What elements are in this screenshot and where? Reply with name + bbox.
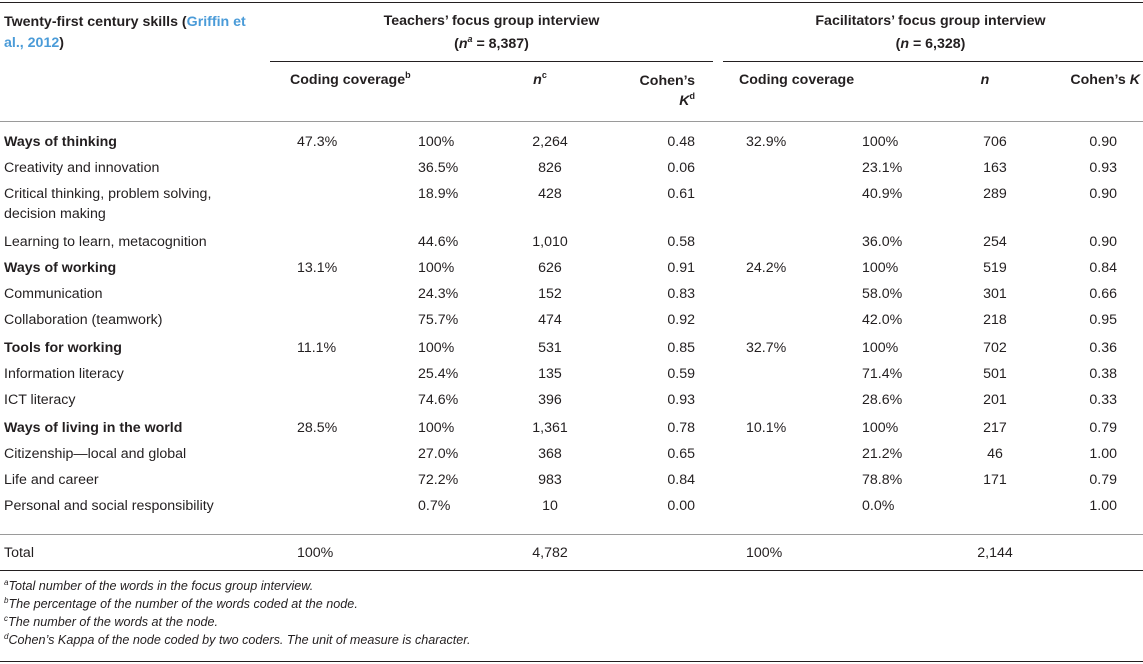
facilitators-subskill-pct: 21.2% [862, 446, 903, 462]
footnote-mark: a [4, 578, 9, 587]
teachers-subskill-pct: 44.6% [418, 234, 459, 250]
facilitators-n: 706 [983, 134, 1007, 150]
teachers-subskill-pct: 75.7% [418, 312, 459, 328]
teachers-cohens-k: 0.84 [667, 472, 695, 488]
facilitators-cohens-k: 0.84 [1089, 260, 1117, 276]
teachers-subskill-pct: 27.0% [418, 446, 459, 462]
table-row [0, 307, 1143, 333]
teachers-cohens-k: 0.78 [667, 420, 695, 436]
table-row [0, 281, 1143, 307]
teachers-category-pct: 28.5% [297, 420, 338, 436]
teachers-subskill-pct: 0.7% [418, 498, 451, 514]
skill-label: Personal and social responsibility [4, 498, 214, 514]
facilitators-subskill-pct: 100% [862, 134, 899, 150]
facilitators-category-pct: 32.7% [746, 340, 787, 356]
facilitators-cohens-k: 1.00 [1089, 498, 1117, 514]
table-row [0, 441, 1143, 467]
teachers-cohens-k: 0.91 [667, 260, 695, 276]
facilitators-cohens-k: 0.36 [1089, 340, 1117, 356]
teachers-category-pct: 13.1% [297, 260, 338, 276]
skill-label: Collaboration (teamwork) [4, 312, 163, 328]
facilitators-subskill-pct: 28.6% [862, 392, 903, 408]
teachers-n: 531 [538, 340, 562, 356]
teachers-subskill-pct: 74.6% [418, 392, 459, 408]
teachers-cohens-k: 0.48 [667, 134, 695, 150]
facilitators-cohens-k: 1.00 [1089, 446, 1117, 462]
body-total-rule [0, 534, 1143, 535]
teachers-cohens-k: 0.83 [667, 286, 695, 302]
facilitators-subskill-pct: 78.8% [862, 472, 903, 488]
facilitators-n: 289 [983, 186, 1007, 202]
facilitators-cohens-k: 0.93 [1089, 160, 1117, 176]
teachers-n: 1,361 [532, 420, 568, 436]
teachers-cohens-k: 0.00 [667, 498, 695, 514]
facilitators-n: 501 [983, 366, 1007, 382]
facilitators-coding-coverage-header: Coding coverage [739, 72, 855, 88]
facilitators-n: 301 [983, 286, 1007, 302]
teachers-subskill-pct: 25.4% [418, 366, 459, 382]
facilitators-n: 217 [983, 420, 1007, 436]
footnote [4, 614, 218, 630]
footnote-bottom-rule [0, 661, 1143, 662]
teachers-group-title: Teachers’ focus group interview [383, 13, 600, 29]
table-row [0, 255, 1143, 281]
facilitators-cohens-k: 0.79 [1089, 420, 1117, 436]
facilitators-n: 702 [983, 340, 1007, 356]
teachers-subskill-pct: 18.9% [418, 186, 459, 202]
teachers-cohens-k: 0.92 [667, 312, 695, 328]
facilitators-n: 254 [983, 234, 1007, 250]
facilitators-cohens-k: 0.90 [1089, 186, 1117, 202]
table-row [0, 493, 1143, 519]
teachers-category-pct: 47.3% [297, 134, 338, 150]
facilitators-cohens-k: 0.79 [1089, 472, 1117, 488]
teachers-subskill-pct: 100% [418, 260, 455, 276]
facilitators-subskill-pct: 36.0% [862, 234, 903, 250]
teachers-cohens-k: 0.65 [667, 446, 695, 462]
footnote-text: Total number of the words in the focus group interview. [8, 579, 314, 593]
facilitators-n: 171 [983, 472, 1007, 488]
facilitators-cohens-header: Cohen’s K [1070, 72, 1140, 88]
footnote-text: Cohen’s Kappa of the node coded by two coders. The unit of measure is character. [8, 633, 471, 647]
teachers-cohens-header: Cohen’s $K^d$ [639, 73, 695, 109]
facilitators-cohens-k: 0.66 [1089, 286, 1117, 302]
teachers-n-total: $(n^a = 8,387)$ [454, 34, 529, 52]
teachers-cohens-k: 0.85 [667, 340, 695, 356]
skill-label: Citizenship—local and global [4, 446, 187, 462]
teachers-coding-coverage-header: Coding coverage$^b$ [290, 70, 411, 88]
table-row [0, 415, 1143, 441]
skill-label: Life and career [4, 472, 99, 488]
teachers-n: 135 [538, 366, 562, 382]
footnote [4, 596, 358, 612]
skill-label: Communication [4, 286, 103, 302]
table-row [0, 467, 1143, 493]
facilitators-cohens-k: 0.90 [1089, 134, 1117, 150]
skill-label: Critical thinking, problem solving, decision making [4, 186, 212, 222]
footnote-text: The percentage of the number of the words coded at the node. [8, 597, 358, 611]
teachers-cohens-k: 0.93 [667, 392, 695, 408]
facilitators-subskill-pct: 42.0% [862, 312, 903, 328]
top-rule [0, 2, 1143, 3]
teachers-n: 826 [538, 160, 562, 176]
total-teachers-n: 4,782 [532, 545, 568, 561]
teachers-cohens-k: 0.06 [667, 160, 695, 176]
footnote-mark: d [4, 632, 9, 641]
facilitators-subskill-pct: 100% [862, 260, 899, 276]
footnote-text: The number of the words at the node. [8, 615, 219, 629]
skill-category-label: Tools for working [4, 340, 122, 356]
teachers-n: 428 [538, 186, 562, 202]
griffin-citation-link[interactable]: Griffin et al., 2012 [4, 14, 246, 51]
teachers-subskill-pct: 100% [418, 420, 455, 436]
facilitators-subheader-rule [723, 61, 1143, 62]
total-label: Total [4, 545, 34, 561]
facilitators-cohens-k: 0.95 [1089, 312, 1117, 328]
table-row [0, 335, 1143, 361]
table-row [0, 361, 1143, 387]
facilitators-cohens-k: 0.90 [1089, 234, 1117, 250]
teachers-n: 474 [538, 312, 562, 328]
teachers-n: 396 [538, 392, 562, 408]
total-teachers-pct: 100% [297, 545, 334, 561]
footnote [4, 578, 313, 594]
teachers-subskill-pct: 24.3% [418, 286, 459, 302]
facilitators-n: 201 [983, 392, 1007, 408]
table-row [0, 387, 1143, 413]
skill-label: Learning to learn, metacognition [4, 234, 207, 250]
teachers-n: 152 [538, 286, 562, 302]
table-row [0, 155, 1143, 181]
teachers-cohens-k: 0.58 [667, 234, 695, 250]
facilitators-subskill-pct: 0.0% [862, 498, 895, 514]
teachers-subskill-pct: 36.5% [418, 160, 459, 176]
teachers-n-header: $n^c$ [533, 70, 547, 88]
teachers-n: 368 [538, 446, 562, 462]
facilitators-cohens-k: 0.38 [1089, 366, 1117, 382]
skill-category-label: Ways of living in the world [4, 420, 183, 436]
total-row [0, 540, 1143, 566]
facilitators-subskill-pct: 40.9% [862, 186, 903, 202]
table-row [0, 229, 1143, 255]
facilitators-n: 519 [983, 260, 1007, 276]
skill-label: ICT literacy [4, 392, 76, 408]
skill-label: Creativity and innovation [4, 160, 160, 176]
footnote-mark: b [4, 596, 9, 605]
teachers-category-pct: 11.1% [297, 340, 337, 356]
facilitators-cohens-k: 0.33 [1089, 392, 1117, 408]
facilitators-n: 163 [983, 160, 1007, 176]
teachers-n: 983 [538, 472, 562, 488]
skill-label: Information literacy [4, 366, 124, 382]
teachers-subskill-pct: 100% [418, 134, 455, 150]
facilitators-n: 46 [987, 446, 1003, 462]
teachers-subskill-pct: 100% [418, 340, 455, 356]
facilitators-subskill-pct: 23.1% [862, 160, 903, 176]
teachers-cohens-k: 0.59 [667, 366, 695, 382]
teachers-n: 10 [542, 498, 558, 514]
table-row [0, 129, 1143, 155]
facilitators-subskill-pct: 100% [862, 340, 899, 356]
facilitators-subskill-pct: 71.4% [862, 366, 903, 382]
facilitators-n: 218 [983, 312, 1007, 328]
total-facilitators-pct: 100% [746, 545, 783, 561]
bottom-rule [0, 570, 1143, 571]
skill-category-label: Ways of working [4, 260, 117, 276]
footnote-mark: c [4, 614, 8, 623]
facilitators-group-title: Facilitators’ focus group interview [815, 13, 1046, 29]
facilitators-n-total: (n = 6,328) [895, 36, 966, 52]
header-body-rule [0, 121, 1143, 122]
total-facilitators-n: 2,144 [977, 545, 1013, 561]
teachers-cohens-k: 0.61 [667, 186, 695, 202]
facilitators-subskill-pct: 58.0% [862, 286, 903, 302]
footnote [4, 632, 471, 648]
facilitators-category-pct: 10.1% [746, 420, 787, 436]
teachers-n: 1,010 [532, 234, 568, 250]
skill-category-label: Ways of thinking [4, 134, 117, 150]
teachers-subheader-rule [270, 61, 713, 62]
teachers-n: 2,264 [532, 134, 568, 150]
facilitators-category-pct: 24.2% [746, 260, 787, 276]
facilitators-n-header: n [980, 72, 990, 88]
skills-column-header: Twenty-first century skills (Griffin et al., 2012) [4, 14, 246, 51]
table-row [0, 181, 1143, 227]
facilitators-subskill-pct: 100% [862, 420, 899, 436]
teachers-n: 626 [538, 260, 562, 276]
facilitators-category-pct: 32.9% [746, 134, 787, 150]
teachers-subskill-pct: 72.2% [418, 472, 459, 488]
